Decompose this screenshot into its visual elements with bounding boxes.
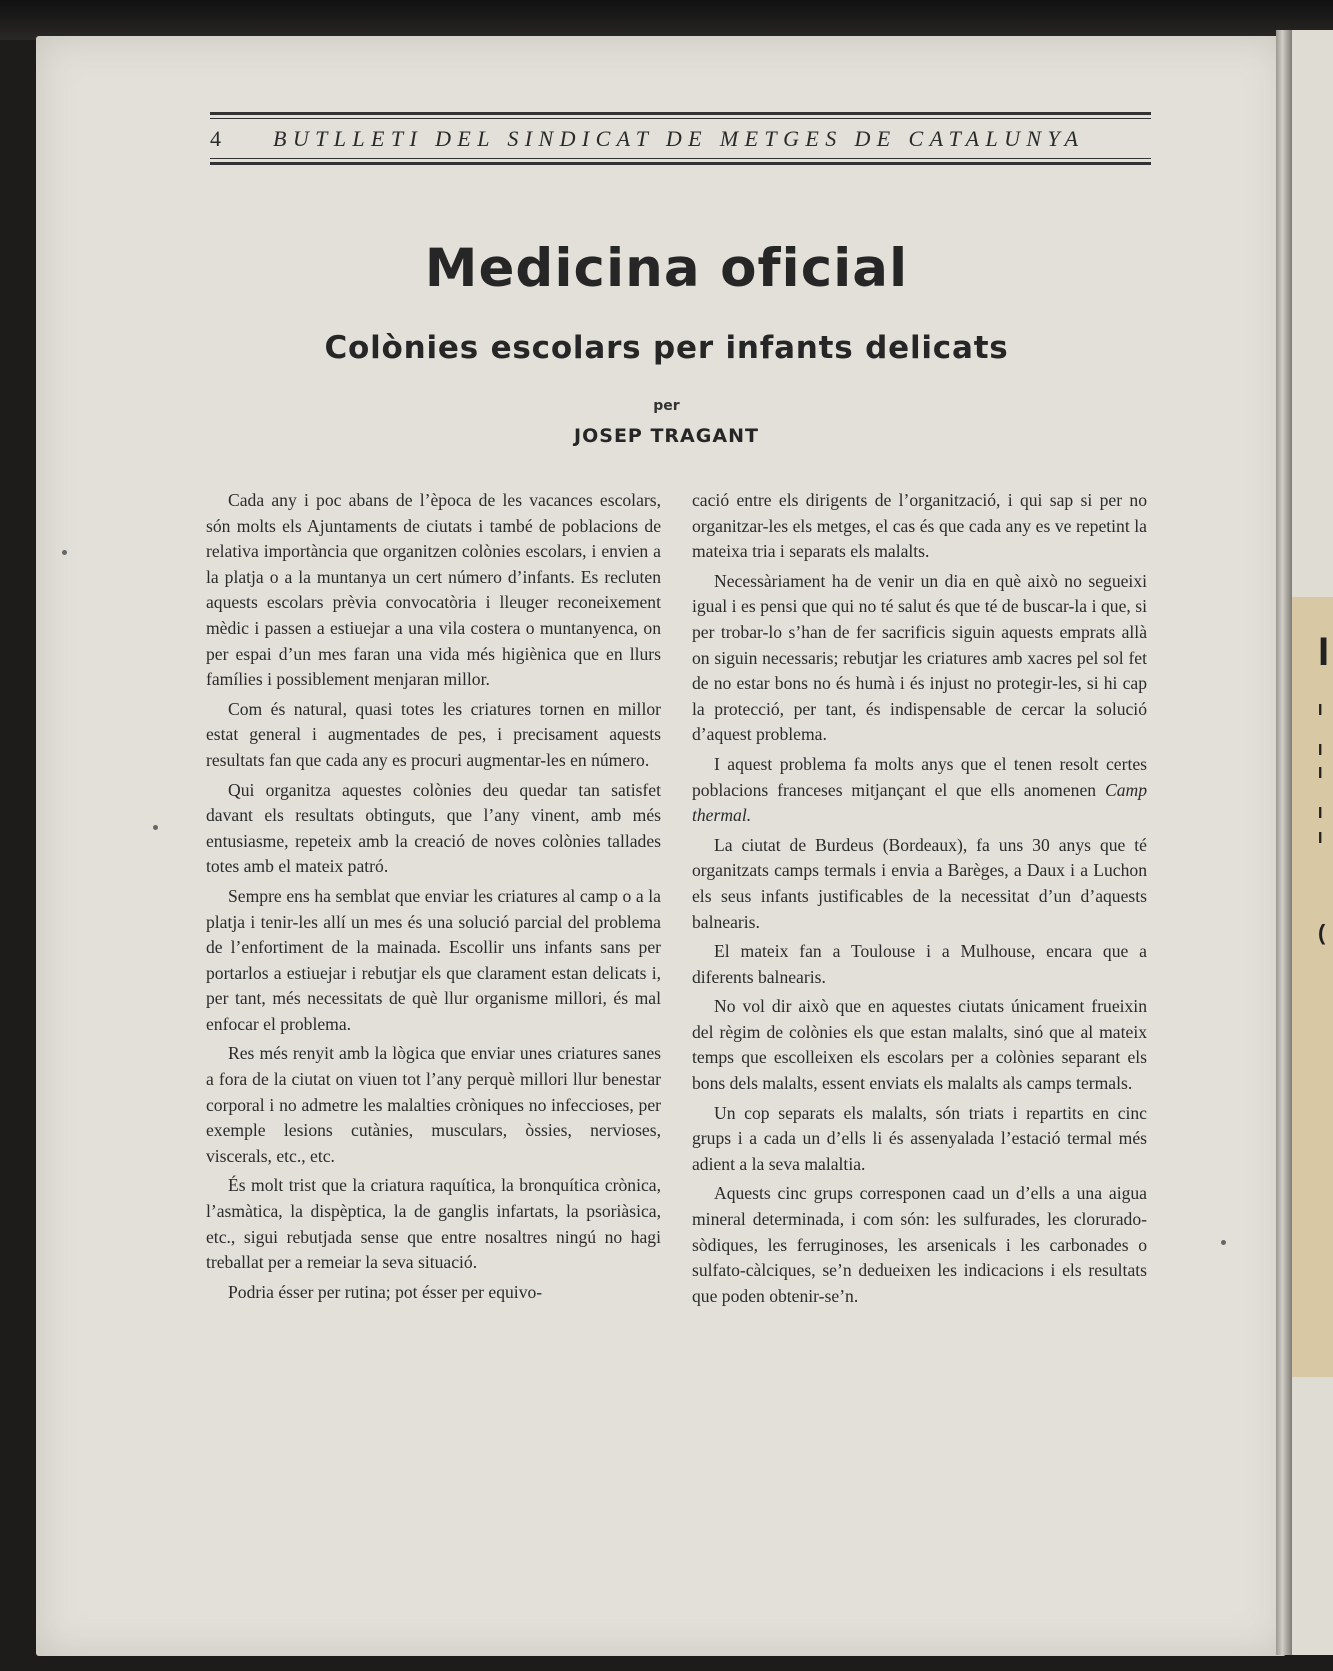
scan-speck bbox=[62, 550, 67, 555]
paragraph: Res més renyit amb la lògica que enviar unes criatures sanes a fora de la ciutat on viuen tot l’any perquè millori llur benestar corporal i no admetre les malalties cròniques no infeccioses, per exemple lesions cutànies, musculars, òssies, nervioses, viscerals, etc., etc. bbox=[206, 1043, 661, 1166]
paragraph: cació entre els dirigents de l’organització, i qui sap si per no organitzar-les els metges, el cas és que cada any es ve repetint la mateixa tria i separats els malalts. bbox=[692, 490, 1147, 562]
scan-speck bbox=[153, 825, 158, 830]
paragraph: Aquests cinc grups corresponen caad un d’ells a una aigua mineral determinada, i com són: les sulfurades, les clorurado-sòdiques, les ferruginoses, les arsenicals i les carbonades o sulfato-càlciques, se’n dedueixen les indicacions i els resultats que poden obtenir-se’n. bbox=[692, 1183, 1147, 1306]
paragraph: El mateix fan a Toulouse i a Mulhouse, encara que a diferents balnearis. bbox=[692, 941, 1147, 987]
right-column bbox=[692, 488, 1147, 1313]
header-rule-bottom-thin bbox=[210, 158, 1151, 159]
next-page-glyph: I bbox=[1318, 630, 1330, 674]
paragraph: Com és natural, quasi totes les criatures tornen en millor estat general i augmentades de pes, i precisament aquests resultats fan que cada any es procuri augmentar-les en número. bbox=[206, 698, 661, 770]
article-subtitle: Colònies escolars per infants delicats bbox=[324, 330, 1009, 366]
running-header bbox=[210, 126, 1151, 156]
paragraph-text: I aquest problema fa molts anys que el tenen resolt certes poblacions franceses mitjançant el que ells anomenen bbox=[692, 753, 1147, 800]
header-rule-bottom bbox=[210, 162, 1151, 165]
author-name: JOSEP TRAGANT bbox=[574, 425, 759, 447]
paragraph: Necessàriament ha de venir un dia en què això no segueixi igual i es pensi que qui no té salut és que té de buscar-la i que, si per trobar-lo s’han de fer sacrificis siguin aquests emprats allà on siguin necessaris; rebutjar les criatures amb xacres pel sol fet de no estar bons no és humà i és injust no protegir-les, si hi cap la protecció, per tant, és indispensable de cercar la solució d’aquest problema. bbox=[692, 570, 1147, 745]
next-page-glyph: ( bbox=[1318, 920, 1326, 945]
next-page-glyph: I bbox=[1318, 830, 1323, 847]
italic-term: Camp thermal. bbox=[692, 779, 1147, 826]
next-page-glyph: I bbox=[1318, 805, 1323, 822]
paragraph: Cada any i poc abans de l’època de les vacances escolars, són molts els Ajuntaments de ciutats i també de poblacions de relativa importància que organitzen colònies escolars, i envien a la platja o a la muntanya un cert número d’infants. Es recluten aquests escolars prèvia convocatòria i lleuger reconeixement mèdic i passen a estiuejar a una vila costera o muntanyenca, on per espai d’un mes faran una vida més higiènica que en llurs famílies i possiblement menjaran millor. bbox=[206, 490, 661, 690]
journal-title: BUTLLETI DEL SINDICAT DE METGES DE CATALUNYA bbox=[273, 126, 1085, 151]
paragraph: Sempre ens ha semblat que enviar les criatures al camp o a la platja i tenir-les allí un mes és una solució parcial del problema de l’enfortiment de la mainada. Escollir uns infants sans per portarlos a estiuejar i rebutjar els que clarament estan delicats i, per tant, més necessitats de què llur organisme millori, és mal enfocar el problema. bbox=[206, 885, 661, 1034]
next-page-fragment bbox=[1318, 630, 1333, 950]
next-page-glyph: I bbox=[1318, 702, 1323, 719]
scan-speck bbox=[1221, 1240, 1226, 1245]
byline-prefix: per bbox=[653, 398, 680, 414]
next-page-glyph: I bbox=[1318, 742, 1323, 759]
paragraph: No vol dir això que en aquestes ciutats únicament frueixin del règim de colònies els que estan malalts, sinó que al mateix temps que escolleixen els escolars per a colònies separant els bons dels malalts, essent enviats els malalts als camps termals. bbox=[692, 996, 1147, 1094]
paragraph: La ciutat de Burdeus (Bordeaux), fa uns 30 anys que té organitzats camps termals i envia a Barèges, a Daux i a Luchon els seus infants justificables de la necessitat d’un d’aquests balnearis. bbox=[692, 834, 1147, 932]
page-number: 4 bbox=[210, 126, 221, 151]
paragraph: Un cop separats els malalts, són triats i repartits en cinc grups i a cada un d’ells li és assenyalada l’estació termal més adient a la seva malaltia. bbox=[692, 1102, 1147, 1174]
paragraph: Podria ésser per rutina; pot ésser per equivo- bbox=[228, 1281, 543, 1302]
next-page-glyph: I bbox=[1318, 765, 1323, 782]
left-column bbox=[206, 488, 661, 1309]
paragraph: És molt trist que la criatura raquítica, la bronquítica crònica, l’asmàtica, la dispèptica, la de ganglis infartats, la psoriàsica, etc., sigui rebutjada sense que entre nosaltres ningú no hagi treballat per a remeiar la seva situació. bbox=[206, 1175, 661, 1273]
paragraph bbox=[692, 752, 1147, 829]
article-title: Medicina oficial bbox=[424, 238, 909, 299]
header-rule-top-thin bbox=[210, 118, 1151, 119]
scan-background-top bbox=[0, 0, 1333, 40]
header-rule-top bbox=[210, 112, 1151, 115]
paragraph: Qui organitza aquestes colònies deu quedar tan satisfet davant els resultats obtinguts, que l’any vinent, amb més entusiasme, repeteix amb la creació de noves colònies tallades totes amb el mateix patró. bbox=[206, 779, 661, 877]
